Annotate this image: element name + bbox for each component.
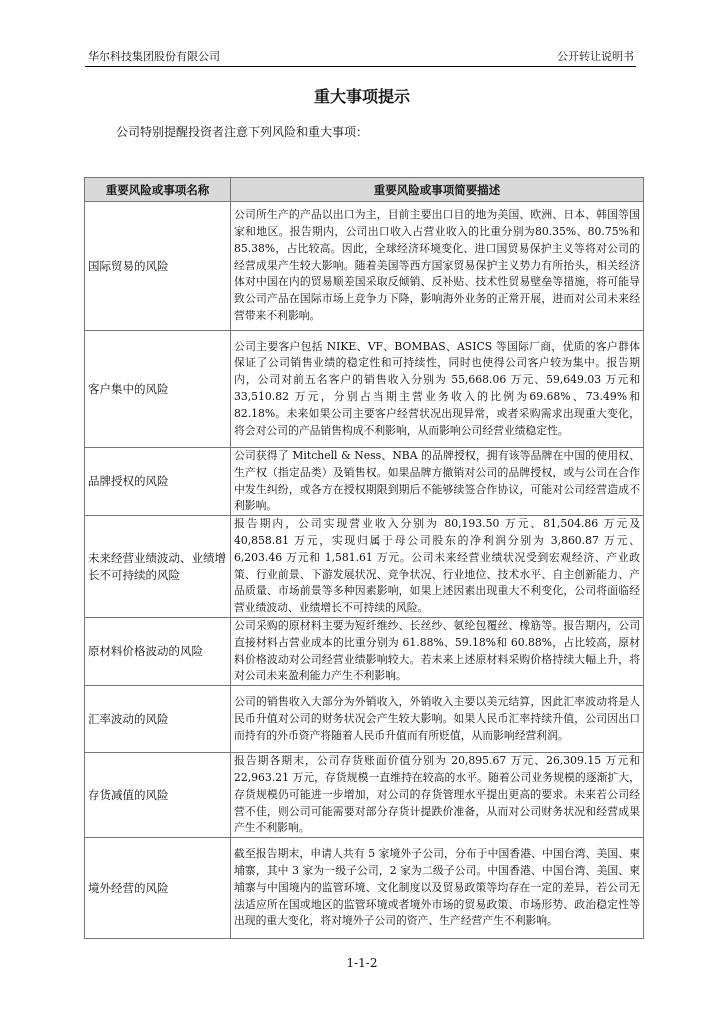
risk-name: 汇率波动的风险 [85, 686, 231, 753]
table-row [85, 686, 644, 753]
table-row [85, 202, 644, 331]
table-header-row [85, 178, 644, 202]
risk-name: 品牌授权的风险 [85, 448, 231, 516]
company-name: 华尔科技集团股份有限公司 [88, 50, 220, 63]
risk-description: 报告期各期末，公司存货账面价值分别为 20,895.67 万元、26,309.15 万元和 22,963.21 万元，存货规模一直维持在较高的水平。随着公司业务规模的逐渐扩大，存货规模仍可能进一步增加，对公司的存货管理水平提出更高的要求。未来若公司经营不佳，则公司可能需要对部分存货计提跌价准备，从而对公司财务状况和经营成果产生不利影响。 [231, 753, 644, 838]
risk-name: 境外经营的风险 [85, 838, 231, 939]
risk-description: 公司所生产的产品以出口为主，目前主要出口目的地为美国、欧洲、日本、韩国等国家和地区。报告期内，公司出口收入占营业收入的比重分别为80.35%、80.75%和 85.38%，占比较高。因此，全球经济环境变化、进口国贸易保护主义等将对公司的经营成果产生较大影响。随着美国等西方国家贸易保护主义势力有所抬头，相关经济体对中国在内的贸易顺差国采取反倾销、反补贴、技术性贸易壁垒等措施，将可能导致公司产品在国际市场上竞争力下降，影响海外业务的正常开展，进而对公司未来经营带来不利影响。 [231, 202, 644, 331]
risk-name: 存货减值的风险 [85, 753, 231, 838]
risk-description: 截至报告期末，申请人共有 5 家境外子公司，分布于中国香港、中国台湾、美国、柬埔寨，其中 3 家为一级子公司，2 家为二级子公司。中国香港、中国台湾、美国、柬埔寨与中国境内的监管环境、文化制度以及贸易政策等均存在一定的差异，若公司无法适应所在国或地区的监管环境或者境外市场的贸易政策、市场形势、政治稳定性等出现的重大变化，将对境外子公司的资产、生产经营产生不利影响。 [231, 838, 644, 939]
risk-description: 报告期内，公司实现营业收入分别为 80,193.50 万元、81,504.86 万元及40,858.81 万元，实现归属于母公司股东的净利润分别为 3,860.87 万元、6,203.46 万元和 1,581.61 万元。公司未来经营业绩状况受到宏观经济、产业政策、行业前景、下游发展状况、竞争状况、行业地位、技术水平、自主创新能力、产品质量、市场前景等多种因素影响，如果上述因素出现重大不利变化，公司将面临经营业绩波动、业绩增长不可持续的风险。 [231, 516, 644, 618]
table-row [85, 448, 644, 516]
table-row [85, 331, 644, 448]
header-risk-name: 重要风险或事项名称 [85, 178, 231, 202]
risk-name: 国际贸易的风险 [85, 202, 231, 331]
risk-table [84, 177, 644, 939]
intro-text: 公司特别提醒投资者注意下列风险和重大事项： [116, 125, 369, 139]
table-row [85, 838, 644, 939]
page-number: 1-1-2 [346, 956, 378, 970]
risk-name: 未来经营业绩波动、业绩增长不可持续的风险 [85, 516, 231, 618]
risk-description: 公司的销售收入大部分为外销收入，外销收入主要以美元结算，因此汇率波动将是人民币升值对公司的财务状况会产生较大影响。如果人民币汇率持续升值，公司因出口而持有的外币资产将随着人民币升值而有所贬值，从而影响经营利润。 [231, 686, 644, 753]
page-title: 重大事项提示 [313, 87, 410, 106]
table-row [85, 753, 644, 838]
risk-name: 客户集中的风险 [85, 331, 231, 448]
page-header [85, 48, 636, 67]
table-row [85, 516, 644, 618]
document-type: 公开转让说明书 [557, 50, 634, 63]
table-row [85, 617, 644, 685]
header-risk-description: 重要风险或事项简要描述 [231, 178, 644, 202]
risk-description: 公司主要客户包括 NIKE、VF、BOMBAS、ASICS 等国际厂商，优质的客户群体保证了公司销售业绩的稳定性和可持续性，同时也使得公司客户较为集中。报告期内，公司对前五名客户的销售收入分别为 55,668.06 万元、59,649.03 万元和 33,510.82 万元，分别占当期主营业务收入的比例为69.68%、73.49%和 82.18%。未来如果公司主要客户经营状况出现异常，或者采购需求出现重大变化，将会对公司的产品销售构成不利影响，从而影响公司经营业绩稳定性。 [231, 331, 644, 448]
risk-description: 公司获得了 Mitchell & Ness、NBA 的品牌授权，拥有该等品牌在中国的使用权、生产权（指定品类）及销售权。如果品牌方撤销对公司的品牌授权，或与公司在合作中发生纠纷，或各方在授权期限到期后不能够续签合作协议，可能对公司经营造成不利影响。 [231, 448, 644, 516]
risk-name: 原材料价格波动的风险 [85, 617, 231, 685]
risk-description: 公司采购的原材料主要为短纤维纱、长丝纱、氨纶包覆丝、橡筋等。报告期内，公司直接材料占营业成本的比重分别为 61.88%、59.18%和 60.88%，占比较高，原材料价格波动对公司经营业绩影响较大。若未来上述原材料采购价格持续大幅上升，将对公司未来盈利能力产生不利影响。 [231, 617, 644, 685]
